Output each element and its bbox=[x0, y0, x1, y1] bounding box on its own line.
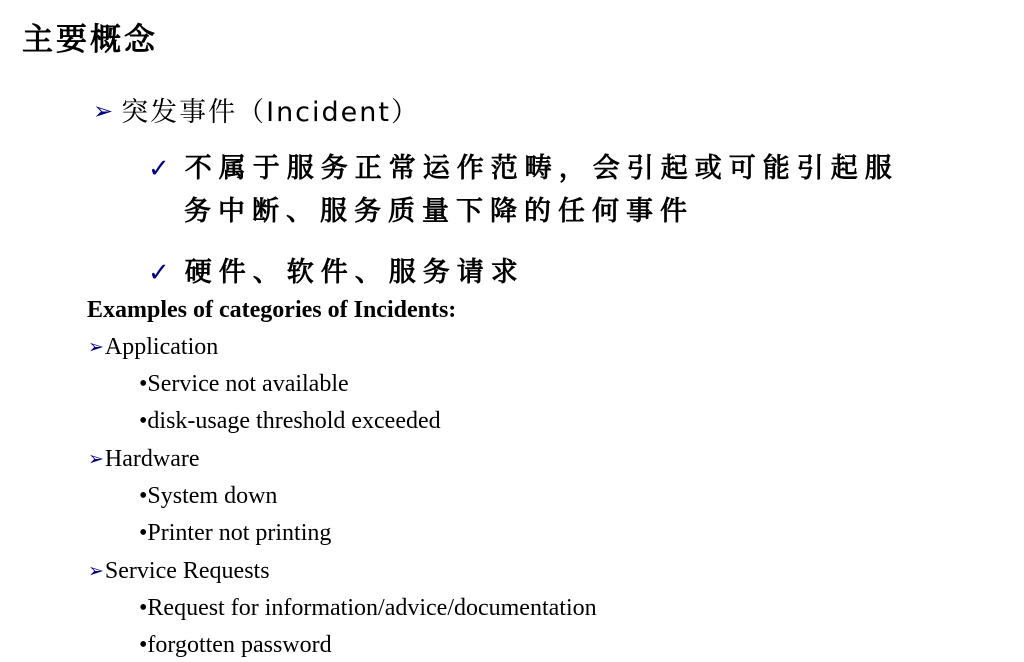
dot-bullet: • bbox=[139, 632, 148, 658]
list-item: •Printer not printing bbox=[139, 520, 332, 546]
checkmark-bullet-icon: ✓ bbox=[148, 258, 177, 288]
list-item: •System down bbox=[139, 483, 278, 509]
arrowhead-bullet-icon: ➢ bbox=[93, 97, 116, 125]
arrowhead-bullet-icon: ➢ bbox=[88, 448, 104, 470]
category-label: Service Requests bbox=[104, 558, 270, 584]
dot-bullet: • bbox=[139, 483, 148, 509]
category-label: Application bbox=[104, 334, 219, 360]
slide-title: 主要概念 bbox=[22, 22, 158, 58]
examples-heading: Examples of categories of Incidents: bbox=[87, 297, 457, 323]
dot-bullet: • bbox=[139, 371, 148, 397]
incident-types: 硬件、软件、服务请求 bbox=[184, 257, 525, 288]
incident-types-row bbox=[148, 250, 525, 289]
category-hardware bbox=[88, 446, 200, 473]
dot-bullet: • bbox=[139, 408, 148, 434]
arrowhead-bullet-icon: ➢ bbox=[88, 336, 104, 358]
category-application bbox=[88, 334, 218, 361]
dot-bullet: • bbox=[139, 595, 148, 621]
list-item: •disk-usage threshold exceeded bbox=[139, 408, 441, 434]
incident-definition-row bbox=[148, 146, 899, 185]
list-item: •forgotten password bbox=[139, 632, 332, 658]
list-item: •Service not available bbox=[139, 371, 349, 397]
category-service-requests bbox=[88, 558, 270, 585]
incident-definition-line2: 务中断、服务质量下降的任何事件 bbox=[184, 196, 694, 227]
list-item: •Request for information/advice/documentation bbox=[139, 595, 597, 621]
checkmark-bullet-icon: ✓ bbox=[148, 154, 177, 184]
arrowhead-bullet-icon: ➢ bbox=[88, 560, 104, 582]
dot-bullet: • bbox=[139, 520, 148, 546]
incident-heading: 突发事件（Incident） bbox=[121, 97, 420, 128]
category-label: Hardware bbox=[104, 446, 200, 472]
incident-heading-row bbox=[93, 90, 420, 129]
incident-definition-line1: 不属于服务正常运作范畴，会引起或可能引起服 bbox=[184, 153, 899, 184]
